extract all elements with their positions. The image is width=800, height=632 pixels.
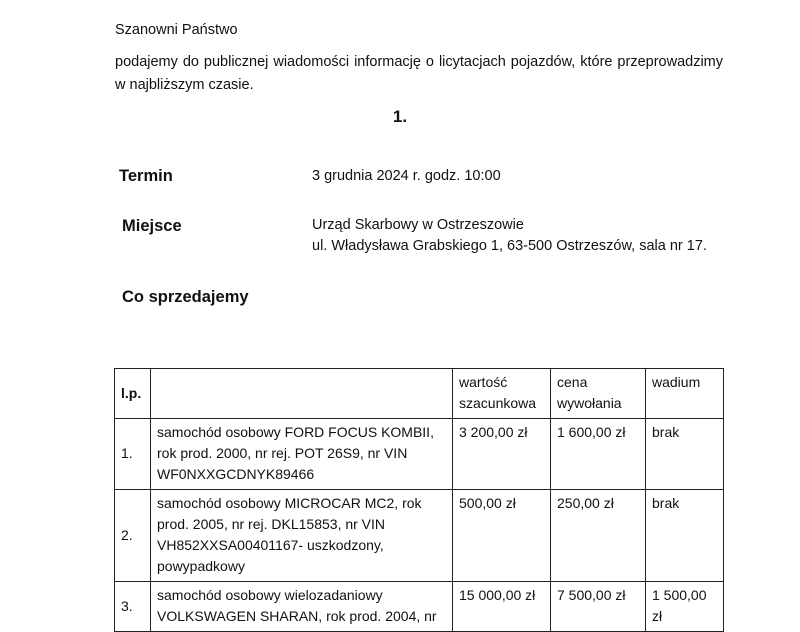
row-lp: 2.: [115, 490, 151, 582]
termin-label: Termin: [119, 167, 173, 185]
table-row: [115, 490, 724, 582]
header-wartosc: wartość szacunkowa: [453, 369, 551, 419]
header-cena: cena wywołania: [551, 369, 646, 419]
row-lp: 1.: [115, 419, 151, 490]
row-desc: samochód osobowy wielozadaniowy VOLKSWAGEN SHARAN, rok prod. 2004, nr: [151, 582, 453, 632]
greeting: Szanowni Państwo: [115, 22, 238, 38]
miejsce-line2: ul. Władysława Grabskiego 1, 63-500 Ostrzeszów, sala nr 17.: [312, 238, 707, 254]
row-wadium: brak: [646, 419, 724, 490]
table-header-row: [115, 369, 724, 419]
header-desc: [151, 369, 453, 419]
row-cena: 7 500,00 zł: [551, 582, 646, 632]
section-number: 1.: [392, 107, 408, 126]
row-wartosc: 15 000,00 zł: [453, 582, 551, 632]
row-cena: 250,00 zł: [551, 490, 646, 582]
row-wadium: brak: [646, 490, 724, 582]
table-row: [115, 419, 724, 490]
row-cena: 1 600,00 zł: [551, 419, 646, 490]
row-desc: samochód osobowy MICROCAR MC2, rok prod. 2005, nr rej. DKL15853, nr VIN VH852XXSA00401167- uszkodzony, powypadkowy: [151, 490, 453, 582]
miejsce-label: Miejsce: [122, 217, 182, 235]
row-wadium: 1 500,00 zł: [646, 582, 724, 632]
row-wartosc: 3 200,00 zł: [453, 419, 551, 490]
row-lp: 3.: [115, 582, 151, 632]
miejsce-value: [312, 215, 707, 257]
row-wartosc: 500,00 zł: [453, 490, 551, 582]
termin-value: 3 grudnia 2024 r. godz. 10:00: [312, 168, 501, 184]
vehicles-table: [114, 368, 724, 632]
row-desc: samochód osobowy FORD FOCUS KOMBII, rok prod. 2000, nr rej. POT 26S9, nr VIN WF0NXXGCDNYK89466: [151, 419, 453, 490]
table-row: [115, 582, 724, 632]
miejsce-line1: Urząd Skarbowy w Ostrzeszowie: [312, 217, 524, 233]
header-wadium: wadium: [646, 369, 724, 419]
header-lp: l.p.: [115, 369, 151, 419]
intro-paragraph: podajemy do publicznej wiadomości informację o licytacjach pojazdów, które przeprowadzimy w najbliższym czasie.: [115, 54, 723, 93]
co-sprzedajemy-heading: Co sprzedajemy: [122, 288, 249, 306]
